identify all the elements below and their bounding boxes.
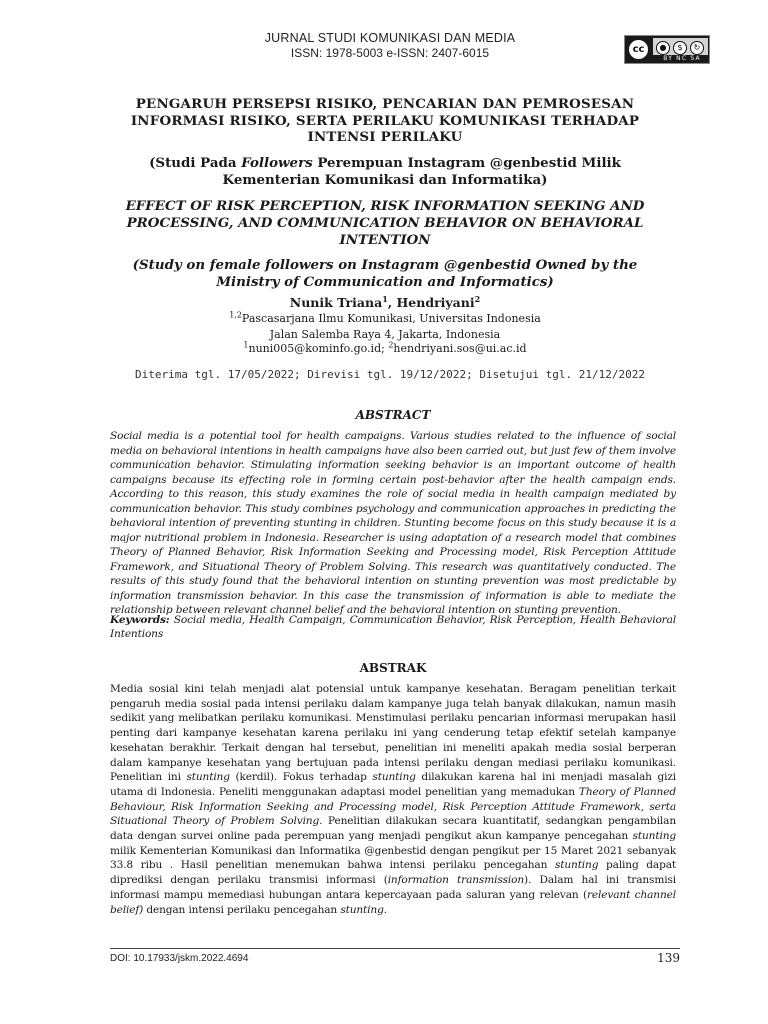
abstrak-italic: Theory of Planned Behaviour, Risk Information Seeking and Processing model, Risk Perception Attitude Framework, serta Situational Theory of Problem Solving xyxy=(110,785,676,828)
author-2-sup: 2 xyxy=(474,293,481,304)
journal-title: JURNAL STUDI KOMUNIKASI DAN MEDIA xyxy=(264,31,516,45)
abstract-body: Social media is a potential tool for health campaigns. Various studies related to the influence of social media on behavioral intentions in health campaigns have also been carried out, but just few of them involve communication behavior. Stimulating information seeking behavior is an important outcome of health campaigns because its effecting role in forming certain post-behavior after the health campaign ends. According to this reason, this study examines the role of social media in health campaign mediated by communication behavior. This study combines psychology and communication approaches in predicting the behavioral intention of preventing stunting in children. Stunting become focus on this study because it is a major nutritional problem in Indonesia. Researcher is using adaptation of a research model that combines Theory of Planned Behavior, Risk Information Seeking and Processing model, Risk Perception Attitude Framework, and Situational Theory of Problem Solving. This research was quantitatively conducted. The results of this study found that the behavioral intention on stunting prevention was most predictable by information transmission behavior. In this case the transmission of information is able to mediate the relationship between relevant channel belief and the behavioral intention on stunting prevention. xyxy=(110,430,676,616)
abstrak-text: dilakukan karena hal ini menjadi masalah gizi utama di Indonesia. Peneliti menggunakan adaptasi model penelitian yang memadukan xyxy=(110,771,676,798)
abstrak-text: . xyxy=(383,903,387,916)
abstrak-body xyxy=(110,682,676,917)
abstrak-text: Media sosial kini telah menjadi alat potensial untuk kampanye kesehatan. Beragam penelitian terkait pengaruh media sosial pada intensi perilaku dalam kampanye juga telah banyak dilakukan, namun masih sedikit yang melibatkan perilaku komunikasi. Menstimulasi perilaku pencarian informasi merupakan hasil penting dari kampanye kesehatan karena perilaku ini yang cenderung tetap efektif setelah kampanye kesehatan berakhir. Terkait dengan hal tersebut, penelitian ini meneliti apakah media sosial berperan dalam kampanye kesehatan yang bertujuan pada intensi perilaku dengan mediasi perilaku komunikasi. Penelitian ini xyxy=(110,683,676,784)
title-english: EFFECT OF RISK PERCEPTION, RISK INFORMATION SEEKING AND PROCESSING, AND COMMUNICATION BEHAVIOR ON BEHAVIORAL INTENTION xyxy=(125,198,645,248)
footer-divider xyxy=(110,948,680,949)
journal-header xyxy=(200,31,580,60)
abstract-heading: ABSTRACT xyxy=(355,408,431,422)
journal-issn: ISSN: 1978-5003 e-ISSN: 2407-6015 xyxy=(290,46,490,60)
abstrak-heading: ABSTRAK xyxy=(359,661,427,675)
abstrak-text: . Penelitian dilakukan secara kuantitatif, sedangkan pengambilan data dengan survei online pada perempuan yang menjadi pengikut akun kampanye pencegahan xyxy=(110,815,677,843)
doi-link[interactable]: DOI: 10.17933/jskm.2022.4694 xyxy=(110,953,249,964)
abstrak-italic: relevant channel belief) xyxy=(110,888,676,916)
subtitle-indonesian xyxy=(120,155,650,189)
no-money-icon: $ xyxy=(673,41,687,55)
affiliation-text: Pascasarjana Ilmu Komunikasi, Universitas Indonesia xyxy=(241,312,541,325)
subtitle-indonesian-pre: (Studi Pada xyxy=(149,155,242,171)
cc-license-labels: BY NC SA xyxy=(663,55,701,62)
author-1-sup: 1 xyxy=(382,293,388,304)
keywords xyxy=(110,613,676,641)
affiliation xyxy=(160,312,610,325)
author-line xyxy=(200,295,570,310)
person-icon: ● xyxy=(656,41,670,55)
keywords-text: Social media, Health Campaign, Communication Behavior, Risk Perception, Health Behavioral Intentions xyxy=(110,614,676,640)
email-1[interactable]: nuni005@kominfo.go.id; xyxy=(248,342,389,355)
subtitle-indonesian-post: Perempuan Instagram @genbestid Milik Kementerian Komunikasi dan Informatika) xyxy=(222,155,621,188)
abstrak-text: ). Dalam hal ini transmisi informasi mampu memediasi hubungan antara kepercayaan pada saluran yang relevan ( xyxy=(110,874,676,901)
abstrak-text: paling dapat diprediksi dengan perilaku transmisi informasi ( xyxy=(110,859,676,887)
share-alike-icon: ↻ xyxy=(690,41,704,55)
page-number: 139 xyxy=(657,951,680,965)
abstrak-text: dengan intensi perilaku pencegahan xyxy=(143,903,341,916)
email-2-sup: 2 xyxy=(388,340,394,350)
keywords-label: Keywords: xyxy=(110,614,170,626)
abstrak-italic: information transmission xyxy=(387,874,525,887)
author-separator: , xyxy=(387,295,397,310)
cc-icons-panel xyxy=(653,38,708,55)
author-1: Nunik Triana xyxy=(289,295,383,310)
abstrak-text: milik Kementerian Komunikasi dan Informatika @genbestid dengan pengikut per 15 Maret 2021 sebanyak 33.8 ribu . Hasil penelitian menemukan bahwa intensi perilaku pencegahan xyxy=(110,844,676,872)
submission-dates: Diterima tgl. 17/05/2022; Direvisi tgl. 19/12/2022; Disetujui tgl. 21/12/2022 xyxy=(135,368,645,381)
email-1-sup: 1 xyxy=(243,340,249,350)
address: Jalan Salemba Raya 4, Jakarta, Indonesia xyxy=(269,328,501,341)
email-2[interactable]: hendriyani.sos@ui.ac.id xyxy=(393,342,527,355)
cc-license-badge[interactable] xyxy=(624,35,710,64)
abstrak-italic: stunting xyxy=(632,830,676,843)
author-2: Hendriyani xyxy=(396,295,475,310)
title-indonesian: PENGARUH PERSEPSI RISIKO, PENCARIAN DAN PEMROSESAN INFORMASI RISIKO, SERTA PERILAKU KOMUNIKASI TERHADAP INTENSI PERILAKU xyxy=(130,96,640,145)
abstrak-italic: stunting xyxy=(554,859,599,872)
cc-icon: cc xyxy=(627,38,650,61)
subtitle-indonesian-italic: Followers xyxy=(241,155,313,171)
abstrak-text: (kerdil). Fokus terhadap xyxy=(229,771,373,784)
abstrak-italic: stunting xyxy=(340,903,384,916)
abstrak-italic: stunting xyxy=(186,771,230,784)
subtitle-english: (Study on female followers on Instagram @genbestid Owned by the Ministry of Communication and Informatics) xyxy=(132,257,638,290)
emails xyxy=(160,342,610,355)
abstrak-italic: stunting xyxy=(372,771,416,784)
affiliation-sup: 1,2 xyxy=(229,310,242,320)
